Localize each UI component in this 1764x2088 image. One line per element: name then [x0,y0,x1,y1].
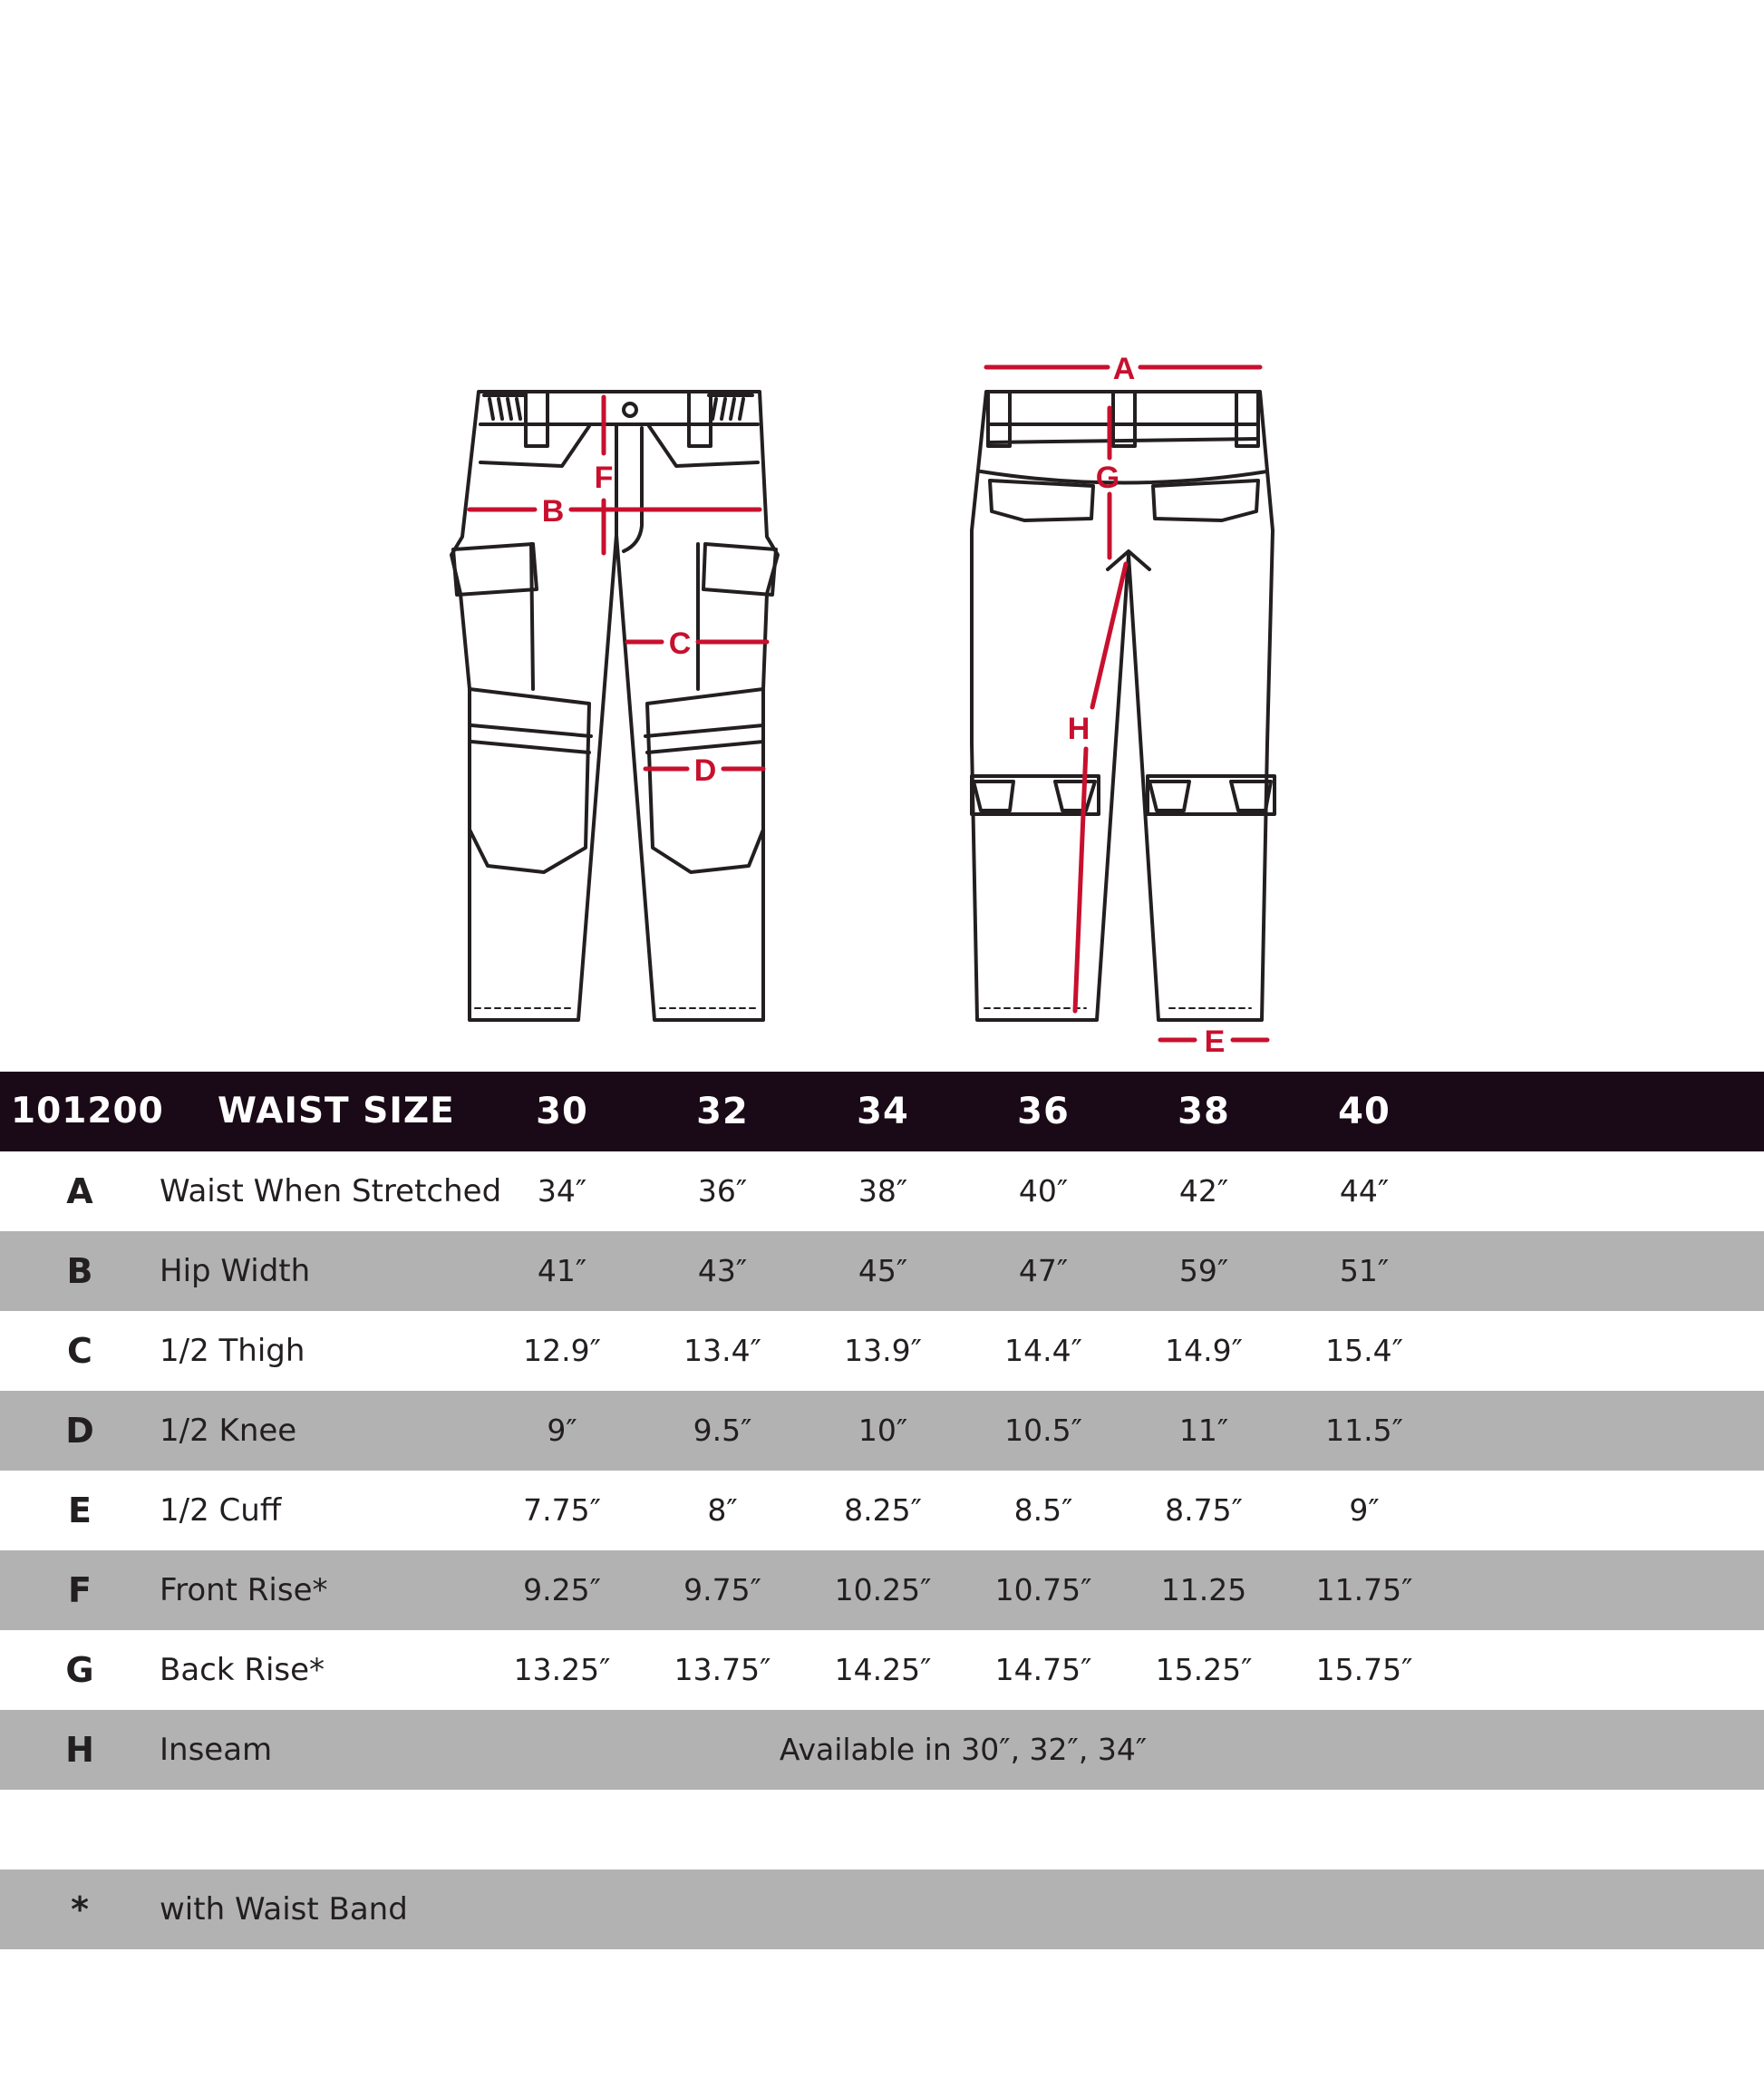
measure-value: 10.5″ [1004,1413,1082,1448]
measure-label: Hip Width [160,1253,311,1289]
measure-code: E [68,1491,92,1530]
measure-value: 13.9″ [844,1333,922,1368]
measure-code: C [67,1331,92,1371]
measure-code: A [66,1171,93,1211]
measure-value: 34″ [537,1173,587,1209]
measure-value: 14.4″ [1004,1333,1082,1368]
size-header: 34 [857,1091,909,1132]
measure-value: 14.25″ [834,1652,932,1687]
measure-value: 9″ [547,1413,577,1448]
measure-label: Inseam [160,1732,273,1768]
table-row [0,1550,1764,1630]
measure-value: 59″ [1178,1253,1229,1288]
measure-value: 40″ [1018,1173,1069,1209]
measure-value: 9.25″ [523,1572,601,1607]
measure-code: H [65,1730,94,1770]
table-row [0,1311,1764,1391]
inseam-availability: Available in 30″, 32″, 34″ [779,1732,1148,1767]
measure-value: 9″ [1349,1492,1380,1528]
style-code: 101200 [11,1091,164,1131]
measure-value: 14.75″ [994,1652,1092,1687]
measure-value: 12.9″ [523,1333,601,1368]
measure-label: Waist When Stretched [160,1173,502,1209]
back-view [972,392,1275,1020]
size-header: 32 [696,1091,749,1132]
measure-value: 14.9″ [1165,1333,1243,1368]
measure-label: Back Rise* [160,1652,325,1688]
measure-value: 11.25 [1160,1572,1247,1607]
label-g: G [1095,461,1120,495]
table-header-row [0,1072,1764,1151]
footnote-text: with Waist Band [160,1891,408,1928]
measure-value: 11.75″ [1315,1572,1413,1607]
size-header: 38 [1178,1091,1230,1132]
label-b: B [541,494,565,529]
waist-size-header: WAIST SIZE [218,1091,455,1131]
measure-value: 13.75″ [674,1652,771,1687]
measure-value: 38″ [858,1173,908,1209]
measure-value: 11″ [1178,1413,1229,1448]
front-view [451,392,778,1020]
measure-value: 15.75″ [1315,1652,1413,1687]
table-row [0,1471,1764,1550]
measure-value: 10″ [858,1413,908,1448]
table-row-inseam [0,1710,1764,1790]
measure-label: 1/2 Knee [160,1413,297,1449]
measure-label: 1/2 Cuff [160,1492,282,1529]
size-header: 30 [536,1091,588,1132]
measure-value: 36″ [697,1173,748,1209]
measure-value: 45″ [858,1253,908,1288]
measure-code: B [66,1251,93,1291]
table-row [0,1151,1764,1231]
measure-value: 44″ [1339,1173,1390,1209]
measure-value: 47″ [1018,1253,1069,1288]
label-c: C [668,626,692,661]
label-d: D [693,753,717,788]
table-footnote-row [0,1869,1764,1949]
measure-value: 13.4″ [683,1333,761,1368]
measure-value: 9.5″ [693,1413,752,1448]
measure-value: 41″ [537,1253,587,1288]
size-header: 36 [1017,1091,1070,1132]
measure-value: 11.5″ [1325,1413,1403,1448]
measure-label: Front Rise* [160,1572,328,1608]
size-header: 40 [1338,1091,1391,1132]
measure-value: 8.75″ [1165,1492,1243,1528]
measure-value: 15.25″ [1155,1652,1253,1687]
label-h: H [1067,712,1090,746]
measure-value: 10.75″ [994,1572,1092,1607]
measure-code: G [65,1650,94,1690]
measure-value: 8.25″ [844,1492,922,1528]
label-f: F [594,461,614,495]
measure-label: 1/2 Thigh [160,1333,305,1369]
footnote-marker: * [71,1889,89,1929]
label-a: A [1112,352,1136,386]
measure-value: 42″ [1178,1173,1229,1209]
label-e: E [1204,1025,1226,1059]
measure-value: 8.5″ [1013,1492,1073,1528]
measure-value: 51″ [1339,1253,1390,1288]
measure-value: 43″ [697,1253,748,1288]
measure-code: D [65,1411,94,1451]
table-row [0,1630,1764,1710]
measure-value: 9.75″ [683,1572,761,1607]
measure-code: F [68,1570,92,1610]
measure-value: 13.25″ [513,1652,611,1687]
measure-value: 15.4″ [1325,1333,1403,1368]
table-row [0,1391,1764,1471]
measure-value: 7.75″ [523,1492,601,1528]
table-row [0,1231,1764,1311]
measure-value: 10.25″ [834,1572,932,1607]
measure-value: 8″ [707,1492,738,1528]
